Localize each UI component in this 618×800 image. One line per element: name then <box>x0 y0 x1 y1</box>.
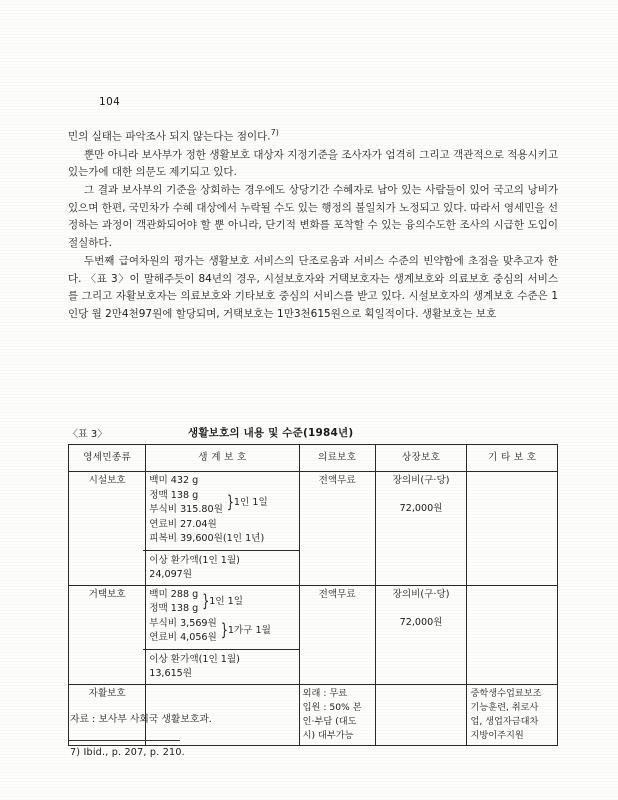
other-cell <box>467 585 558 684</box>
footnote-text: 7) Ibid., p. 207, p. 210. <box>70 747 185 758</box>
brace-label: 1인 1일 <box>209 596 244 607</box>
medical-cell: 전액무료 <box>299 585 375 684</box>
total-value: 13,615원 <box>149 668 193 679</box>
header-funeral: 상장보호 <box>375 445 467 472</box>
table-source: 자료 : 보사부 사회국 생활보호과. <box>70 714 212 725</box>
table-header-row <box>69 445 558 472</box>
body-text <box>68 124 558 324</box>
header-type: 영세민종류 <box>69 445 146 472</box>
other-cell <box>467 472 558 586</box>
paragraph-4: 두번째 급여차원의 평가는 생활보호 서비스의 단조로움과 서비스 수준의 빈약함에 초점을 맞추고자 한다. 〈표 3〉이 말해주듯이 84년의 경우, 시설보호자와 거택보호자는 생계보호와 의료보호 중심의 서비스를 그리고 자활보호자는 의료보호와 기타보호 중심의 서비스를 받고 있다. 시설보호자의 생계보호 수준은 1인당 월 2만4천97원에 할당되며, 거택보호는 1만3천615원으로 획일적이다. 생활보호는 보호 <box>68 255 558 320</box>
welfare-benefits-table <box>68 444 558 746</box>
row-type-label: 시설보호 <box>69 472 146 586</box>
cell-divider <box>143 550 299 551</box>
living-benefits-cell <box>146 585 299 684</box>
footnote-marker: 7) <box>270 128 279 137</box>
funeral-cell <box>375 684 467 745</box>
header-other: 기 타 보 호 <box>467 445 558 472</box>
brace-label: 1가구 1월 <box>227 625 271 636</box>
benefit-item: 정맥 138 g <box>149 603 199 614</box>
funeral-cell <box>375 585 467 684</box>
benefit-item: 정맥 138 g <box>149 489 199 501</box>
benefit-item: 피복비 39,600원(1인 1년) <box>149 533 265 544</box>
living-benefits-cell <box>146 472 299 586</box>
benefit-item: 백미 432 g <box>149 475 199 486</box>
benefit-item: 부식비 3,569원 <box>149 617 217 629</box>
table-title: 생활보호의 내용 및 수준(1984년) <box>188 427 354 439</box>
funeral-cell <box>375 472 467 586</box>
other-cell: 중학생수업료보조 기능훈련, 취로사 업, 생업자금대차 지방이주지원 <box>467 684 558 745</box>
header-medical: 의료보호 <box>299 445 375 472</box>
brace-annotation <box>227 474 268 532</box>
benefit-item: 연료비 4,056원 <box>149 632 217 643</box>
funeral-label: 장의비(구·당) <box>392 588 450 600</box>
brace-icon: } <box>202 591 210 611</box>
total-label: 이상 환가액(1인 1월) <box>149 653 240 665</box>
paragraph-2: 뿐만 아니라 보사부가 정한 생활보호 대상자 지정기준을 조사자가 엄격히 그리고 객관적으로 적용시키고 있는가에 대한 의문도 제기되고 있다. <box>68 148 558 179</box>
row-type-label: 자활보호 <box>69 684 146 745</box>
paragraph-3: 그 결과 보사부의 기준을 상회하는 경우에도 상당기간 수혜자로 남아 있는 사람들이 있어 국고의 낭비가 있으며 한편, 국민차가 수혜 대상에서 누락될 수도 있는 행정의 불일치가 노정되고 있다. 따라서 영세민을 선정하는 과정이 객관화되어야 할 뿐 아니라, 단기적 변화를 포착할 수 있는 융의수도한 조사의 시급한 도입이 절실하다. <box>68 184 558 250</box>
benefit-item: 연료비 27.04원 <box>149 518 217 530</box>
total-value: 24,097원 <box>149 569 193 580</box>
page-number: 104 <box>99 96 121 108</box>
row-type-label: 거택보호 <box>69 585 146 684</box>
benefit-item: 백미 288 g <box>149 588 199 600</box>
header-living: 생 계 보 호 <box>146 445 299 472</box>
funeral-value: 72,000원 <box>399 503 443 514</box>
paragraph-1: 민의 실태는 파악조사 되지 않는다는 점이다.$^{7)}$ <box>68 128 279 143</box>
table-row <box>69 472 558 586</box>
funeral-value: 72,000원 <box>399 616 443 628</box>
footnote-divider <box>68 740 180 741</box>
table-label: 〈표 3〉 <box>68 429 108 440</box>
table-row <box>69 585 558 684</box>
medical-cell: 외래 : 무료 입원 : 50% 본 인·부담 (대도 시) 대부가능 <box>299 684 375 745</box>
cell-divider <box>143 649 299 650</box>
medical-cell: 전액무료 <box>299 472 375 586</box>
brace-label: 1인 1일 <box>233 497 268 508</box>
benefit-item: 부식비 315.80원 <box>149 504 223 515</box>
brace-icon: } <box>220 620 228 640</box>
total-label: 이상 환가액(1인 1월) <box>149 554 240 566</box>
brace-annotation <box>221 617 271 646</box>
funeral-label: 장의비(구·당) <box>392 475 450 486</box>
brace-annotation <box>202 588 243 617</box>
brace-icon: } <box>226 492 234 512</box>
